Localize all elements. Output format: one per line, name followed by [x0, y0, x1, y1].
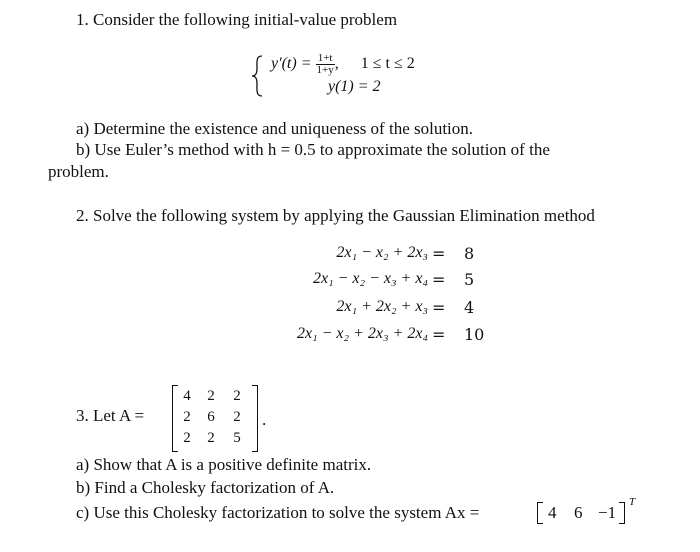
equation-3-rhs: 4	[464, 298, 475, 317]
system-brace	[250, 54, 264, 98]
equation-2-rhs: 5	[464, 270, 475, 289]
matrix-right-bracket	[252, 385, 258, 452]
problem3-label: 3. Let A =	[76, 406, 145, 425]
ode-domain: 1 ≤ t ≤ 2	[360, 55, 415, 73]
matrix-cell: 2	[233, 409, 241, 425]
vector-left-bracket	[537, 502, 543, 524]
equation-1-lhs: 2x₁ − x₂ + 2x₃	[336, 244, 428, 261]
equation-2-lhs: 2x₁ − x₂ − x₃ + x₄	[312, 270, 428, 287]
equation-4-lhs: 2x₁ − x₂ + 2x₃ + 2x₄	[296, 325, 428, 342]
equation-4-equals: =	[432, 325, 446, 344]
matrix-cell: 4	[183, 388, 191, 404]
initial-condition: y(1) = 2	[328, 78, 381, 95]
problem3-part-b: b) Find a Cholesky factorization of A.	[76, 478, 335, 497]
matrix-cell: 2	[207, 430, 215, 446]
vector-right-bracket	[619, 502, 625, 524]
problem1-heading: 1. Consider the following initial-value problem	[76, 10, 398, 29]
equation-3-equals: =	[432, 298, 446, 317]
ode-comma: ,	[334, 55, 339, 73]
matrix-cell: 2	[207, 388, 215, 404]
problem2-heading: 2. Solve the following system by applying the Gaussian Elimination method	[76, 206, 595, 225]
matrix-left-bracket	[172, 385, 178, 452]
equation-1-rhs: 8	[464, 244, 475, 263]
equation-4-rhs: 10	[464, 325, 485, 344]
ode-line	[271, 53, 415, 76]
vector-entry: −1	[598, 503, 617, 522]
problem3-part-a: a) Show that A is a positive definite matrix.	[76, 455, 372, 474]
equation-1-equals: =	[432, 244, 446, 263]
problem1-part-b-line1: b) Use Euler’s method with h = 0.5 to approximate the solution of the	[76, 140, 550, 159]
matrix-cell: 2	[183, 409, 191, 425]
ode-fraction	[316, 53, 335, 76]
problem3-part-c: c) Use this Cholesky factorization to solve the system Ax =	[76, 503, 480, 522]
equation-3-lhs: 2x₁ + 2x₂ + x₃	[336, 298, 428, 315]
equation-2-equals: =	[432, 270, 446, 289]
matrix-cell: 2	[233, 388, 241, 404]
matrix-cell: 6	[207, 409, 215, 425]
ode-fraction-denominator: 1+y	[316, 64, 334, 76]
matrix-cell: 2	[183, 430, 191, 446]
ode-lhs: y′(t) =	[271, 55, 312, 73]
problem1-part-a: a) Determine the existence and uniqueness of the solution.	[76, 119, 474, 138]
problem1-part-b-line2: problem.	[48, 162, 109, 181]
matrix-period: .	[262, 410, 267, 429]
vector-entry: 4	[548, 503, 557, 522]
transpose-superscript: T	[629, 496, 636, 508]
matrix-cell: 5	[233, 430, 241, 446]
vector-entry: 6	[574, 503, 583, 522]
ode-fraction-numerator: 1+t	[316, 53, 335, 65]
